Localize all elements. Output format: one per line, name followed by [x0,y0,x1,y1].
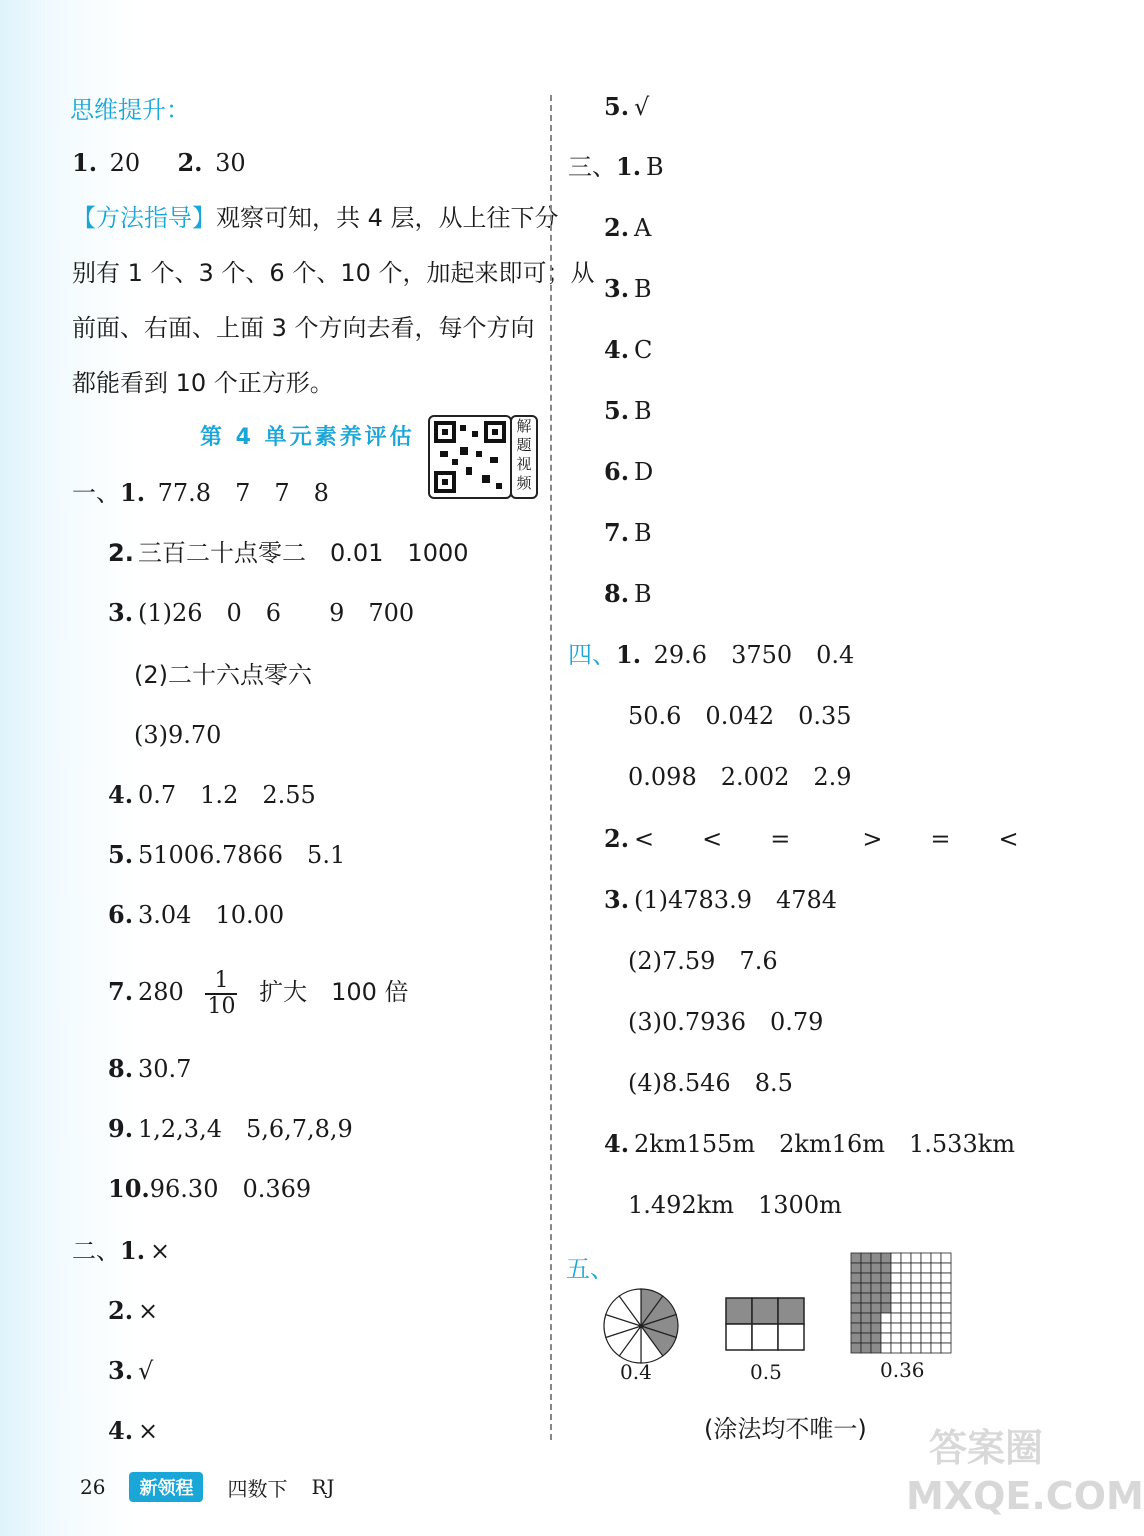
grid-cell [911,1343,921,1353]
part1-item6: 6. 3.04 10.00 [108,900,285,929]
part2-item5: 5. √ [604,92,650,121]
grid-cell [861,1313,871,1323]
grid-cell [941,1343,951,1353]
grid-cell [891,1273,901,1283]
grid-cell [911,1273,921,1283]
grid-cell [891,1323,901,1333]
part4-item2: 2. < < = > = < [604,824,1019,853]
grid-cell [891,1283,901,1293]
grid-cell [871,1293,881,1303]
grid-cell [861,1253,871,1263]
part1-item3: 3. (1)26 0 6 9 700 [108,598,415,627]
grid-cell [931,1313,941,1323]
grid-cell [911,1253,921,1263]
grid-cell [901,1263,911,1273]
grid-cell [931,1283,941,1293]
part1-item3-sub2: (2)二十六点零六 [134,661,312,689]
grid-cell [851,1313,861,1323]
grid-cell [911,1303,921,1313]
circle-figure-label: 0.4 [620,1360,652,1384]
part3-item1: 三、1. B [568,152,664,181]
grid-cell [911,1263,921,1273]
grid-cell [911,1313,921,1323]
brand-logo: 新领程 [129,1472,203,1502]
grid-cell [891,1343,901,1353]
grid-cell [861,1343,871,1353]
part2-item3: 3. √ [108,1356,154,1385]
grid-cell [901,1303,911,1313]
subject-label: 四数下 [227,1476,288,1501]
grid-cell [921,1323,931,1333]
grid-cell [941,1313,951,1323]
part3-item5: 5. B [604,396,652,425]
grid-cell [931,1273,941,1283]
grid-cell [861,1263,871,1273]
part1-item10: 10.96.30 0.369 [108,1174,312,1203]
fraction: $\frac{1}{10}$ [207,967,236,1019]
part2-item4: 4. × [108,1416,159,1445]
grid-cell [931,1303,941,1313]
grid-cell [941,1273,951,1283]
part4-item1-row3: 0.098 2.002 2.9 [628,763,852,791]
grid-cell [921,1333,931,1343]
video-tag: 解题视频 [510,415,538,499]
part1-item3-sub3: (3)9.70 [134,721,222,749]
grid-cell [861,1303,871,1313]
grid-cell [881,1253,891,1263]
grid-cell [881,1303,891,1313]
part5-head: 五、 [566,1255,614,1283]
rectangle-cell [752,1298,778,1324]
edition-label: RJ [311,1475,335,1499]
page-number: 26 [80,1475,106,1499]
grid-figure [848,1250,954,1356]
grid-cell [861,1293,871,1303]
method-line-1: 【方法指导】观察可知，共 4 层，从上往下分 [72,204,559,232]
grid-cell [851,1293,861,1303]
grid-cell [881,1323,891,1333]
watermark-logo: 答案圈 MXQE.COM [906,1426,1144,1518]
part4-item4-row2: 1.492km 1300m [628,1191,842,1219]
grid-cell [901,1283,911,1293]
grid-cell [871,1253,881,1263]
grid-cell [901,1273,911,1283]
grid-cell [921,1343,931,1353]
part3-item7: 7. B [604,518,652,547]
grid-cell [911,1333,921,1343]
circle-figure [601,1286,681,1366]
part1-item5: 5. 51006.7866 5.1 [108,840,346,869]
grid-cell [891,1253,901,1263]
grid-cell [851,1273,861,1283]
part1-item7: 7. 280 $\frac{1}{10}$ 扩大 100 倍 [108,967,409,1019]
method-tag: 【方法指导】 [72,204,216,232]
part3-item2: 2. A [604,213,652,242]
part2-item1: 二、1. × [72,1236,171,1265]
part1-item4: 4. 0.7 1.2 2.55 [108,780,316,809]
part1-item1: 一、1. 77.8 7 7 8 [72,478,329,507]
part3-item4: 4. C [604,335,653,364]
grid-cell [931,1293,941,1303]
rectangle-figure-label: 0.5 [750,1360,782,1384]
part1-item9: 9. 1,2,3,4 5,6,7,8,9 [108,1114,353,1143]
part4-item3-sub4: (4)8.546 8.5 [628,1069,793,1097]
grid-cell [941,1283,951,1293]
grid-cell [931,1333,941,1343]
part1-item8: 8. 30.7 [108,1054,192,1083]
part4-item3-sub2: (2)7.59 7.6 [628,947,778,975]
part2-item2: 2. × [108,1296,159,1325]
grid-cell [901,1323,911,1333]
section-title: 第 4 单元素养评估 [200,425,415,450]
grid-cell [921,1263,931,1273]
part4-item4: 4. 2km155m 2km16m 1.533km [604,1129,1016,1158]
grid-cell [941,1263,951,1273]
grid-cell [891,1293,901,1303]
method-line-2: 别有 1 个、3 个、6 个、10 个，加起来即可；从 [72,259,595,287]
grid-cell [941,1253,951,1263]
grid-cell [851,1333,861,1343]
grid-cell [871,1333,881,1343]
grid-cell [871,1283,881,1293]
grid-cell [921,1293,931,1303]
rectangle-cell [778,1324,804,1350]
part4-item1: 四、1. 29.6 3750 0.4 [568,640,855,669]
thinking-title: 思维提升： [70,96,190,124]
grid-cell [881,1293,891,1303]
grid-cell [901,1253,911,1263]
item-number: 2. [177,148,203,177]
grid-cell [921,1283,931,1293]
grid-cell [851,1303,861,1313]
part4-item3-sub3: (3)0.7936 0.79 [628,1008,824,1036]
grid-cell [911,1323,921,1333]
method-line-3: 前面、右面、上面 3 个方向去看，每个方向 [72,314,535,342]
grid-cell [881,1313,891,1323]
grid-cell [881,1343,891,1353]
rectangle-figure [724,1296,808,1354]
rectangle-cell [778,1298,804,1324]
grid-cell [881,1333,891,1343]
grid-cell [921,1253,931,1263]
part3-item8: 8. B [604,579,652,608]
grid-cell [891,1263,901,1273]
part4-item3: 3. (1)4783.9 4784 [604,885,838,914]
grid-cell [931,1323,941,1333]
rectangle-cell [726,1298,752,1324]
grid-cell [871,1263,881,1273]
grid-cell [851,1323,861,1333]
qr-code-icon[interactable] [428,415,512,499]
grid-cell [861,1333,871,1343]
part3-item6: 6. D [604,457,654,486]
grid-cell [871,1323,881,1333]
grid-cell [901,1293,911,1303]
grid-cell [851,1253,861,1263]
grid-cell [901,1333,911,1343]
grid-cell [851,1343,861,1353]
grid-cell [851,1283,861,1293]
grid-cell [891,1333,901,1343]
grid-cell [901,1343,911,1353]
page-footer [80,1472,335,1502]
column-divider [550,95,552,1440]
grid-cell [941,1303,951,1313]
grid-figure-label: 0.36 [880,1358,925,1382]
thinking-answers [72,148,246,178]
grid-cell [931,1253,941,1263]
grid-cell [901,1313,911,1323]
grid-cell [941,1323,951,1333]
grid-cell [861,1283,871,1293]
grid-cell [861,1273,871,1283]
grid-cell [921,1273,931,1283]
figure-note: (涂法均不唯一) [704,1415,867,1443]
grid-cell [851,1263,861,1273]
item-number: 1. [72,148,98,177]
grid-cell [941,1293,951,1303]
grid-cell [871,1313,881,1323]
answer-value: 30 [215,149,246,177]
grid-cell [921,1303,931,1313]
grid-cell [881,1283,891,1293]
grid-cell [921,1313,931,1323]
grid-cell [931,1263,941,1273]
grid-cell [881,1263,891,1273]
method-line-4: 都能看到 10 个正方形。 [72,369,334,397]
grid-cell [881,1273,891,1283]
part4-item1-row2: 50.6 0.042 0.35 [628,702,852,730]
part3-item3: 3. B [604,274,652,303]
grid-cell [871,1343,881,1353]
grid-cell [861,1323,871,1333]
grid-cell [931,1343,941,1353]
part1-item2: 2. 三百二十点零二 0.01 1000 [108,539,469,567]
grid-cell [911,1293,921,1303]
answer-value: 20 [109,149,141,177]
grid-cell [891,1303,901,1313]
grid-cell [871,1303,881,1313]
grid-cell [911,1283,921,1293]
grid-cell [941,1333,951,1343]
rectangle-cell [726,1324,752,1350]
grid-cell [871,1273,881,1283]
grid-cell [891,1313,901,1323]
rectangle-cell [752,1324,778,1350]
